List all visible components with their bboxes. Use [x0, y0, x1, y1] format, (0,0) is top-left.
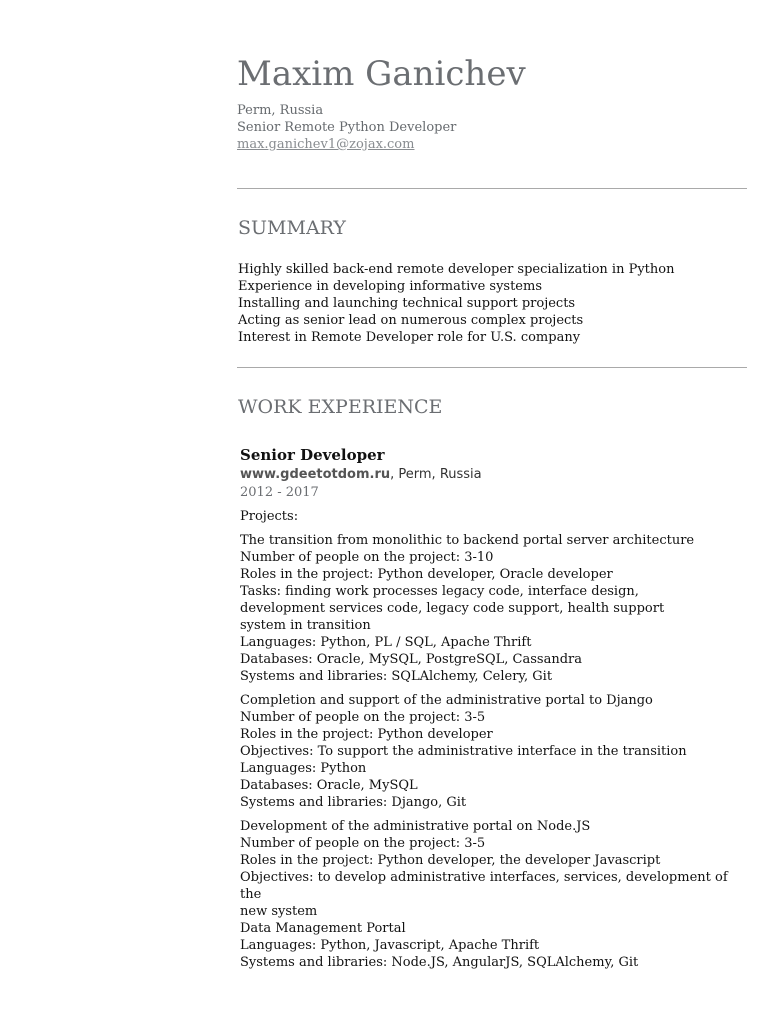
- project-line: new system: [240, 904, 318, 919]
- company-location: , Perm, Russia: [390, 467, 482, 482]
- project-line: Completion and support of the administrative portal to Django: [240, 693, 653, 708]
- location-text: Perm, Russia: [237, 103, 324, 118]
- job-entry: [237, 445, 747, 971]
- job-title: Senior Developer: [240, 446, 385, 464]
- role-text: Senior Remote Python Developer: [237, 120, 457, 135]
- project-line: Systems and libraries: SQLAlchemy, Celery, Git: [240, 669, 553, 684]
- project-line: Databases: Oracle, MySQL, PostgreSQL, Cassandra: [240, 652, 582, 667]
- summary-item: Experience in developing informative systems: [238, 279, 543, 294]
- project-line: Roles in the project: Python developer: [240, 727, 493, 742]
- summary-item: Highly skilled back-end remote developer specialization in Python: [238, 262, 675, 277]
- project-line: Data Management Portal: [240, 921, 406, 936]
- company-line: [240, 465, 747, 484]
- project-line: Number of people on the project: 3-10: [240, 550, 494, 565]
- project-line: Languages: Python: [240, 761, 367, 776]
- project-line: The transition from monolithic to backend portal server architecture: [240, 533, 695, 548]
- project-line: Systems and libraries: Django, Git: [240, 795, 467, 810]
- job-dates: 2012 - 2017: [240, 485, 319, 500]
- project-line: system in transition: [240, 618, 371, 633]
- work-experience-heading: WORK EXPERIENCE: [238, 396, 443, 418]
- candidate-name: Maxim Ganichev: [237, 54, 526, 94]
- company-name: www.gdeetotdom.ru: [240, 467, 391, 482]
- project-line: Databases: Oracle, MySQL: [240, 778, 418, 793]
- section-divider: [237, 188, 747, 189]
- summary-item: Installing and launching technical support projects: [238, 296, 576, 311]
- project-block: [240, 692, 747, 811]
- project-line: development services code, legacy code support, health support: [240, 601, 665, 616]
- project-line: Tasks: finding work processes legacy code, interface design,: [240, 584, 639, 599]
- project-line: Objectives: to develop administrative interfaces, services, development of the: [240, 870, 728, 902]
- project-line: Development of the administrative portal on Node.JS: [240, 819, 591, 834]
- project-line: Roles in the project: Python developer, Oracle developer: [240, 567, 613, 582]
- project-line: Objectives: To support the administrative interface in the transition: [240, 744, 687, 759]
- project-block: [240, 818, 747, 971]
- contact-block: [237, 102, 747, 153]
- project-line: Number of people on the project: 3-5: [240, 710, 486, 725]
- email-link[interactable]: max.ganichev1@zojax.com: [237, 137, 415, 152]
- section-divider: [237, 367, 747, 368]
- project-line: Languages: Python, PL / SQL, Apache Thrift: [240, 635, 532, 650]
- summary-item: Acting as senior lead on numerous complex projects: [238, 313, 584, 328]
- project-line: Languages: Python, Javascript, Apache Thrift: [240, 938, 540, 953]
- project-line: Number of people on the project: 3-5: [240, 836, 486, 851]
- project-line: Roles in the project: Python developer, the developer Javascript: [240, 853, 661, 868]
- summary-item: Interest in Remote Developer role for U.S. company: [238, 330, 581, 345]
- project-block: [240, 532, 747, 685]
- projects-label: Projects:: [240, 509, 299, 524]
- resume-document: [237, 52, 747, 971]
- summary-heading: SUMMARY: [238, 217, 346, 239]
- project-line: Systems and libraries: Node.JS, AngularJS, SQLAlchemy, Git: [240, 955, 639, 970]
- summary-list: [237, 261, 747, 346]
